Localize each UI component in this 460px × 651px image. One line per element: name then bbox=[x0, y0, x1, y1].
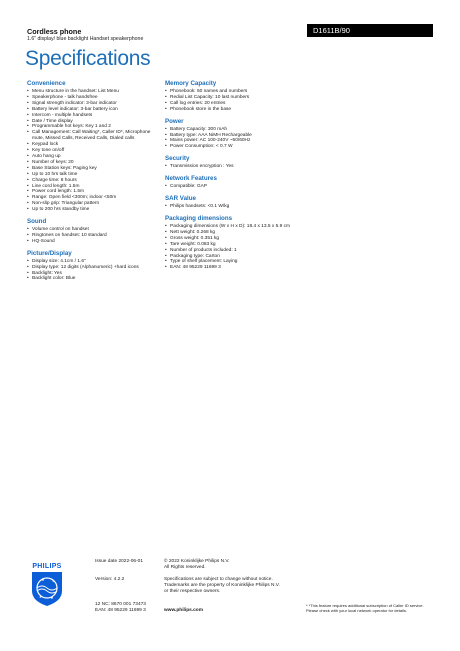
spec-item: • Menu structure in the handset: List Menu bbox=[27, 89, 157, 95]
website-link[interactable]: www.philips.com bbox=[164, 608, 204, 613]
spec-item: • Power cord length: 1.5m bbox=[27, 189, 157, 195]
page-title: Specifications bbox=[25, 47, 151, 70]
spec-item: • Phonebook: 50 names and numbers bbox=[165, 89, 305, 95]
spec-list bbox=[27, 89, 157, 213]
spec-list bbox=[27, 227, 157, 245]
spec-item: • Backlight color: Blue bbox=[27, 276, 157, 282]
spec-item: • Backlight: Yes bbox=[27, 271, 157, 277]
spec-section-title: Picture/Display bbox=[27, 249, 72, 257]
spec-item: • Battery type: AAA NiMH Rechargeable bbox=[165, 133, 305, 139]
philips-shield-icon bbox=[27, 561, 67, 607]
spec-column-right bbox=[165, 80, 305, 276]
spec-section bbox=[165, 195, 305, 210]
nc-number: 12 NC: 8670 001 73473 bbox=[95, 602, 146, 607]
spec-item: • Gross weight: 0.351 kg bbox=[165, 236, 305, 242]
spec-item: • Speakerphone - talk handsfree bbox=[27, 95, 157, 101]
spec-section-title: Packaging dimensions bbox=[165, 214, 233, 222]
spec-list bbox=[165, 224, 305, 271]
spec-section-title: Convenience bbox=[27, 80, 66, 87]
copyright: © 2022 Koninklijke Philips N.V. bbox=[164, 559, 230, 564]
philips-wordmark: PHILIPS bbox=[32, 563, 62, 570]
issue-date: Issue date 2022-06-01 bbox=[95, 559, 144, 564]
philips-logo bbox=[27, 561, 67, 607]
spec-notice-line: Specifications are subject to change without notice. bbox=[164, 577, 273, 582]
ean-number: EAN: 48 95229 11699 3 bbox=[95, 608, 146, 613]
svg-text:★: ★ bbox=[41, 577, 45, 582]
spec-item: • Nett weight: 0.268 kg bbox=[165, 230, 305, 236]
spec-item: • Compatible: GAP bbox=[165, 184, 305, 190]
footnote-line: Please check with your local network operator for details. bbox=[306, 608, 407, 613]
spec-item: • Battery level indicator: 3-bar battery icon bbox=[27, 107, 157, 113]
spec-item: • Display size: 4.1cm / 1.6" bbox=[27, 259, 157, 265]
spec-item: • Redial List Capacity: 10 last numbers bbox=[165, 95, 305, 101]
spec-item: • Keypad lock bbox=[27, 142, 157, 148]
spec-item: • Packaging type: Carton bbox=[165, 254, 305, 260]
spec-item: • Call log entries: 20 entries bbox=[165, 101, 305, 107]
spec-item: • Tare weight: 0.083 kg bbox=[165, 242, 305, 248]
spec-item: • Ringtones on handset: 10 standard bbox=[27, 233, 157, 239]
spec-item: • Mains power: AC 100-240V ~50/60Hz bbox=[165, 138, 305, 144]
spec-item: • Date / Time display bbox=[27, 119, 157, 125]
spec-item: • Base Station keys: Paging key bbox=[27, 166, 157, 172]
model-number-badge: D1611B/90 bbox=[307, 24, 433, 37]
spec-item: • Battery Capacity: 300 mAh bbox=[165, 127, 305, 133]
spec-list bbox=[165, 127, 305, 151]
spec-item: • Signal strength indicator: 3-bar indicator bbox=[27, 101, 157, 107]
spec-list bbox=[165, 184, 305, 190]
spec-item: • HQ-Sound bbox=[27, 239, 157, 245]
spec-section-title: Memory Capacity bbox=[165, 80, 217, 87]
spec-item: • EAN: 48 95229 11699 3 bbox=[165, 265, 305, 271]
trademark-notice-line: Trademarks are the property of Koninklijke Philips N.V. bbox=[164, 583, 280, 588]
spec-section bbox=[27, 218, 157, 245]
spec-item: • Type of shelf placement: Laying bbox=[165, 259, 305, 265]
spec-item: • Line cord length: 1.5m bbox=[27, 184, 157, 190]
spec-item: • Key tone on/off bbox=[27, 148, 157, 154]
spec-item: • Charge time: 8 hours bbox=[27, 178, 157, 184]
spec-item: • Auto hang up bbox=[27, 154, 157, 160]
spec-section-title: SAR Value bbox=[165, 195, 196, 203]
spec-section-title: Security bbox=[165, 155, 190, 163]
spec-section-title: Sound bbox=[27, 218, 47, 226]
footnote-line: * *This feature requires additional subscription of Caller ID service. bbox=[306, 603, 424, 608]
spec-section bbox=[165, 175, 305, 190]
spec-section-title: Power bbox=[165, 117, 184, 125]
spec-column-left bbox=[27, 80, 157, 287]
spec-item: • Programmable hot keys: Key 1 and 2 bbox=[27, 124, 157, 130]
spec-section bbox=[27, 80, 157, 213]
spec-section bbox=[165, 155, 305, 170]
spec-item: • Number of products included: 1 bbox=[165, 248, 305, 254]
product-category: Cordless phone bbox=[27, 27, 82, 36]
spec-item: • Range: Open field <300m; indoor <50m bbox=[27, 195, 157, 201]
spec-item: • Transmission encryption : Yes bbox=[165, 164, 305, 170]
spec-item: • Intercom - multiple handsets bbox=[27, 113, 157, 119]
spec-section bbox=[165, 118, 305, 151]
spec-item: • Phonebook store in the base bbox=[165, 107, 305, 113]
svg-text:★: ★ bbox=[39, 595, 42, 599]
spec-list bbox=[27, 259, 157, 283]
spec-list bbox=[165, 164, 305, 170]
spec-item: • Display type: 12 digits (Alphanumeric) +hard icons bbox=[27, 265, 157, 271]
rights-reserved: All Rights reserved. bbox=[164, 565, 206, 570]
spec-item: • Packaging dimensions (W x H x D): 18.4 x 13.5 x 5.9 cm bbox=[165, 224, 305, 230]
footer bbox=[0, 555, 460, 651]
spec-section bbox=[27, 250, 157, 283]
owners-notice-line: or their respective owners. bbox=[164, 589, 221, 594]
spec-item: • Number of keys: 20 bbox=[27, 160, 157, 166]
spec-item: • Volume control on handset bbox=[27, 227, 157, 233]
spec-section bbox=[165, 215, 305, 271]
svg-text:★: ★ bbox=[52, 579, 55, 583]
spec-item: • Non-slip grip: Triangular pattern bbox=[27, 201, 157, 207]
spec-item: • Power Consumption: < 0.7 W bbox=[165, 144, 305, 150]
spec-section bbox=[165, 80, 305, 113]
spec-list bbox=[165, 204, 305, 210]
spec-item: • Up to 10 hrs talk time bbox=[27, 172, 157, 178]
spec-section-title: Network Features bbox=[165, 175, 217, 183]
spec-item: • Up to 200 hrs standby time bbox=[27, 207, 157, 213]
version: Version: 4.2.2 bbox=[95, 577, 125, 582]
spec-item: • Philips handsets: <0.1 W/kg bbox=[165, 204, 305, 210]
svg-text:★: ★ bbox=[50, 595, 54, 600]
spec-item: • Call Management: Call Waiting*, Caller ID*, Microphone mute, Missed Calls, Received Calls, Dialed calls bbox=[27, 130, 157, 142]
product-subtitle: 1.6" display/ blue backlight Handset speakerphone bbox=[27, 36, 144, 42]
spec-list bbox=[165, 89, 305, 113]
